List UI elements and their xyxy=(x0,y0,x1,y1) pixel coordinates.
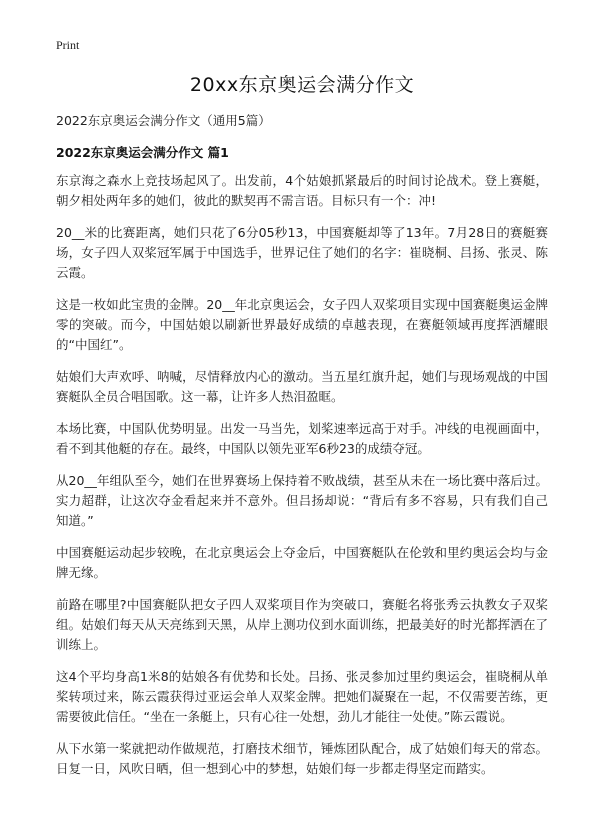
document-title: 20xx东京奥运会满分作文 xyxy=(189,74,415,96)
paragraph-8: 前路在哪里?中国赛艇队把女子四人双桨项目作为突破口，赛艇名将张秀云执教女子双桨组。姑娘们每天从天亮练到天黑，从岸上测功仪到水面训练，把最美好的时光都挥洒在了训练上。 xyxy=(56,597,548,652)
paragraph-1: 东京海之森水上竞技场起风了。出发前，4个姑娘抓紧最后的时间讨论战术。登上赛艇，朝夕相处两年多的她们，彼此的默契再不需言语。目标只有一个：冲! xyxy=(56,173,548,208)
paragraph-7: 中国赛艇运动起步较晚，在北京奥运会上夺金后，中国赛艇队在伦敦和里约奥运会均与金牌无缘。 xyxy=(56,545,548,580)
section-heading: 2022东京奥运会满分作文 篇1 xyxy=(56,145,229,160)
paragraph-6: 从20__年组队至今，她们在世界赛场上保持着不败战绩，甚至从未在一场比赛中落后过。实力超群，让这次夺金看起来并不意外。但吕扬却说：“背后有多不容易，只有我们自己知道。” xyxy=(56,473,548,528)
document-subtitle: 2022东京奥运会满分作文（通用5篇） xyxy=(56,113,271,128)
paragraph-3: 这是一枚如此宝贵的金牌。20__年北京奥运会，女子四人双桨项目实现中国赛艇奥运金牌零的突破。而今，中国姑娘以刷新世界最好成绩的卓越表现，在赛艇领域再度挥洒耀眼的“中国红”。 xyxy=(56,297,548,352)
paragraph-4: 姑娘们大声欢呼、呐喊，尽情释放内心的激动。当五星红旗升起，她们与现场观战的中国赛艇队全员合唱国歌。这一幕，让许多人热泪盈眶。 xyxy=(56,369,548,404)
paragraph-2: 20__米的比赛距离，她们只花了6分05秒13，中国赛艇却等了13年。7月28日的赛艇赛场，女子四人双桨冠军属于中国选手，世界记住了她们的名字：崔晓桐、吕扬、张灵、陈云霞。 xyxy=(56,225,548,280)
paragraph-10: 从下水第一桨就把动作做规范，打磨技术细节，锤炼团队配合，成了姑娘们每天的常态。日复一日，风吹日晒，但一想到心中的梦想，姑娘们每一步都走得坚定而踏实。 xyxy=(56,741,548,776)
print-label: Print xyxy=(56,38,80,52)
paragraph-9: 这4个平均身高1米8的姑娘各有优势和长处。吕扬、张灵参加过里约奥运会，崔晓桐从单桨转项过来，陈云霞获得过亚运会单人双桨金牌。把她们凝聚在一起，不仅需要苦练，更需要彼此信任。“坐在一条艇上，只有心往一处想，劲儿才能往一处使。”陈云霞说。 xyxy=(56,669,548,724)
paragraph-5: 本场比赛，中国队优势明显。出发一马当先，划桨速率远高于对手。冲线的电视画面中，看不到其他艇的存在。最终，中国队以领先亚军6秒23的成绩夺冠。 xyxy=(56,421,548,456)
